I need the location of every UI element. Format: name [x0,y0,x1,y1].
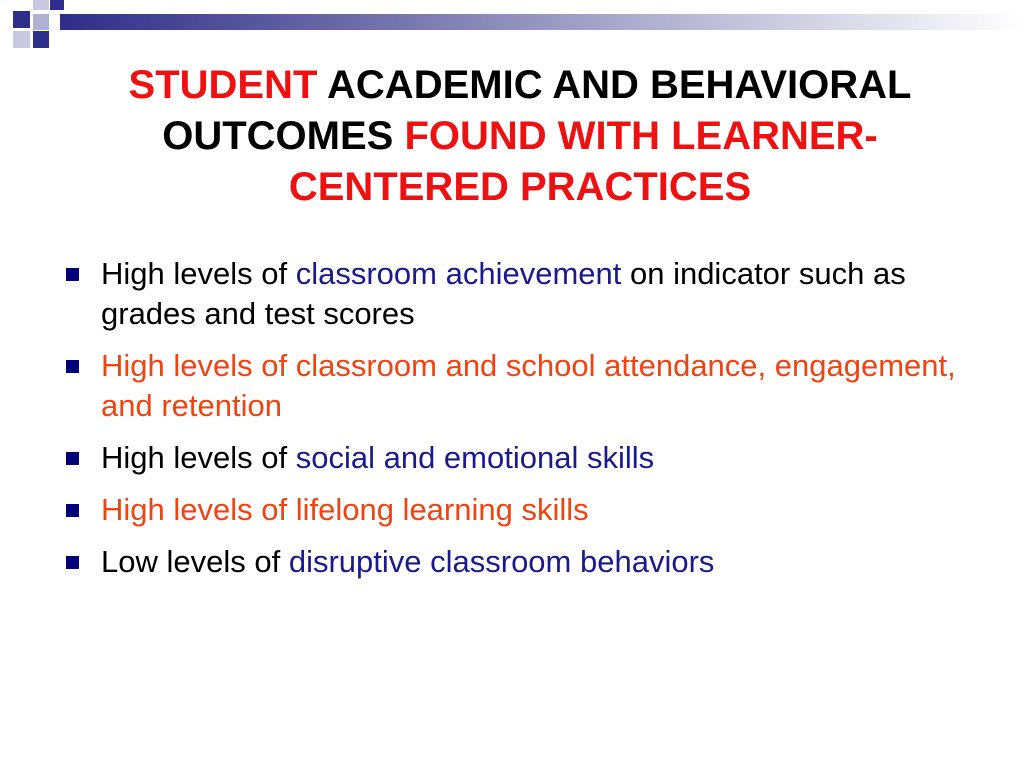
square-bullet-icon [66,556,79,569]
bullet-4-text: High levels of lifelong learning skills [101,492,589,527]
bullet-item-disruptive-behaviors [64,542,984,582]
decor-square-navy-3 [33,31,49,48]
bullet-list [64,254,984,594]
title-line3-red: CENTERED PRACTICES [288,165,752,209]
decor-square-light-2 [33,14,49,30]
title-line2-red: FOUND WITH LEARNER- [404,114,878,158]
decor-square-light-1 [33,0,49,10]
bullet-3-text: High levels of [101,440,296,475]
title-line1-red: STUDENT [128,63,318,107]
bullet-1-tail: on indicator such as grades and test scores [101,256,906,331]
decor-square-navy-1 [13,11,30,28]
bullet-item-social-emotional [64,438,984,478]
bullet-5-text: Low levels of [101,544,289,579]
title-line2-black: OUTCOMES [162,114,405,158]
bullet-item-classroom-achievement [64,254,984,334]
square-bullet-icon [66,360,79,373]
bullet-1-text: High levels of [101,256,296,291]
decor-square-navy-2 [50,0,64,10]
square-bullet-icon [66,268,79,281]
square-bullet-icon [66,452,79,465]
header-decoration [0,0,1024,60]
title-line1-black: ACADEMIC AND BEHAVIORAL [317,63,912,107]
decor-square-light-3 [13,31,30,48]
bullet-1-highlight: classroom achievement [295,256,622,291]
gradient-bar [60,14,1024,30]
bullet-item-lifelong-learning [64,490,984,530]
slide-title [80,60,960,213]
bullet-item-attendance [64,346,984,426]
square-bullet-icon [66,504,79,517]
bullet-2-text: High levels of classroom and school attendance, engagement, and retention [101,348,956,423]
bullet-3-highlight: social and emotional skills [295,440,655,475]
bullet-5-highlight: disruptive classroom behaviors [288,544,715,579]
